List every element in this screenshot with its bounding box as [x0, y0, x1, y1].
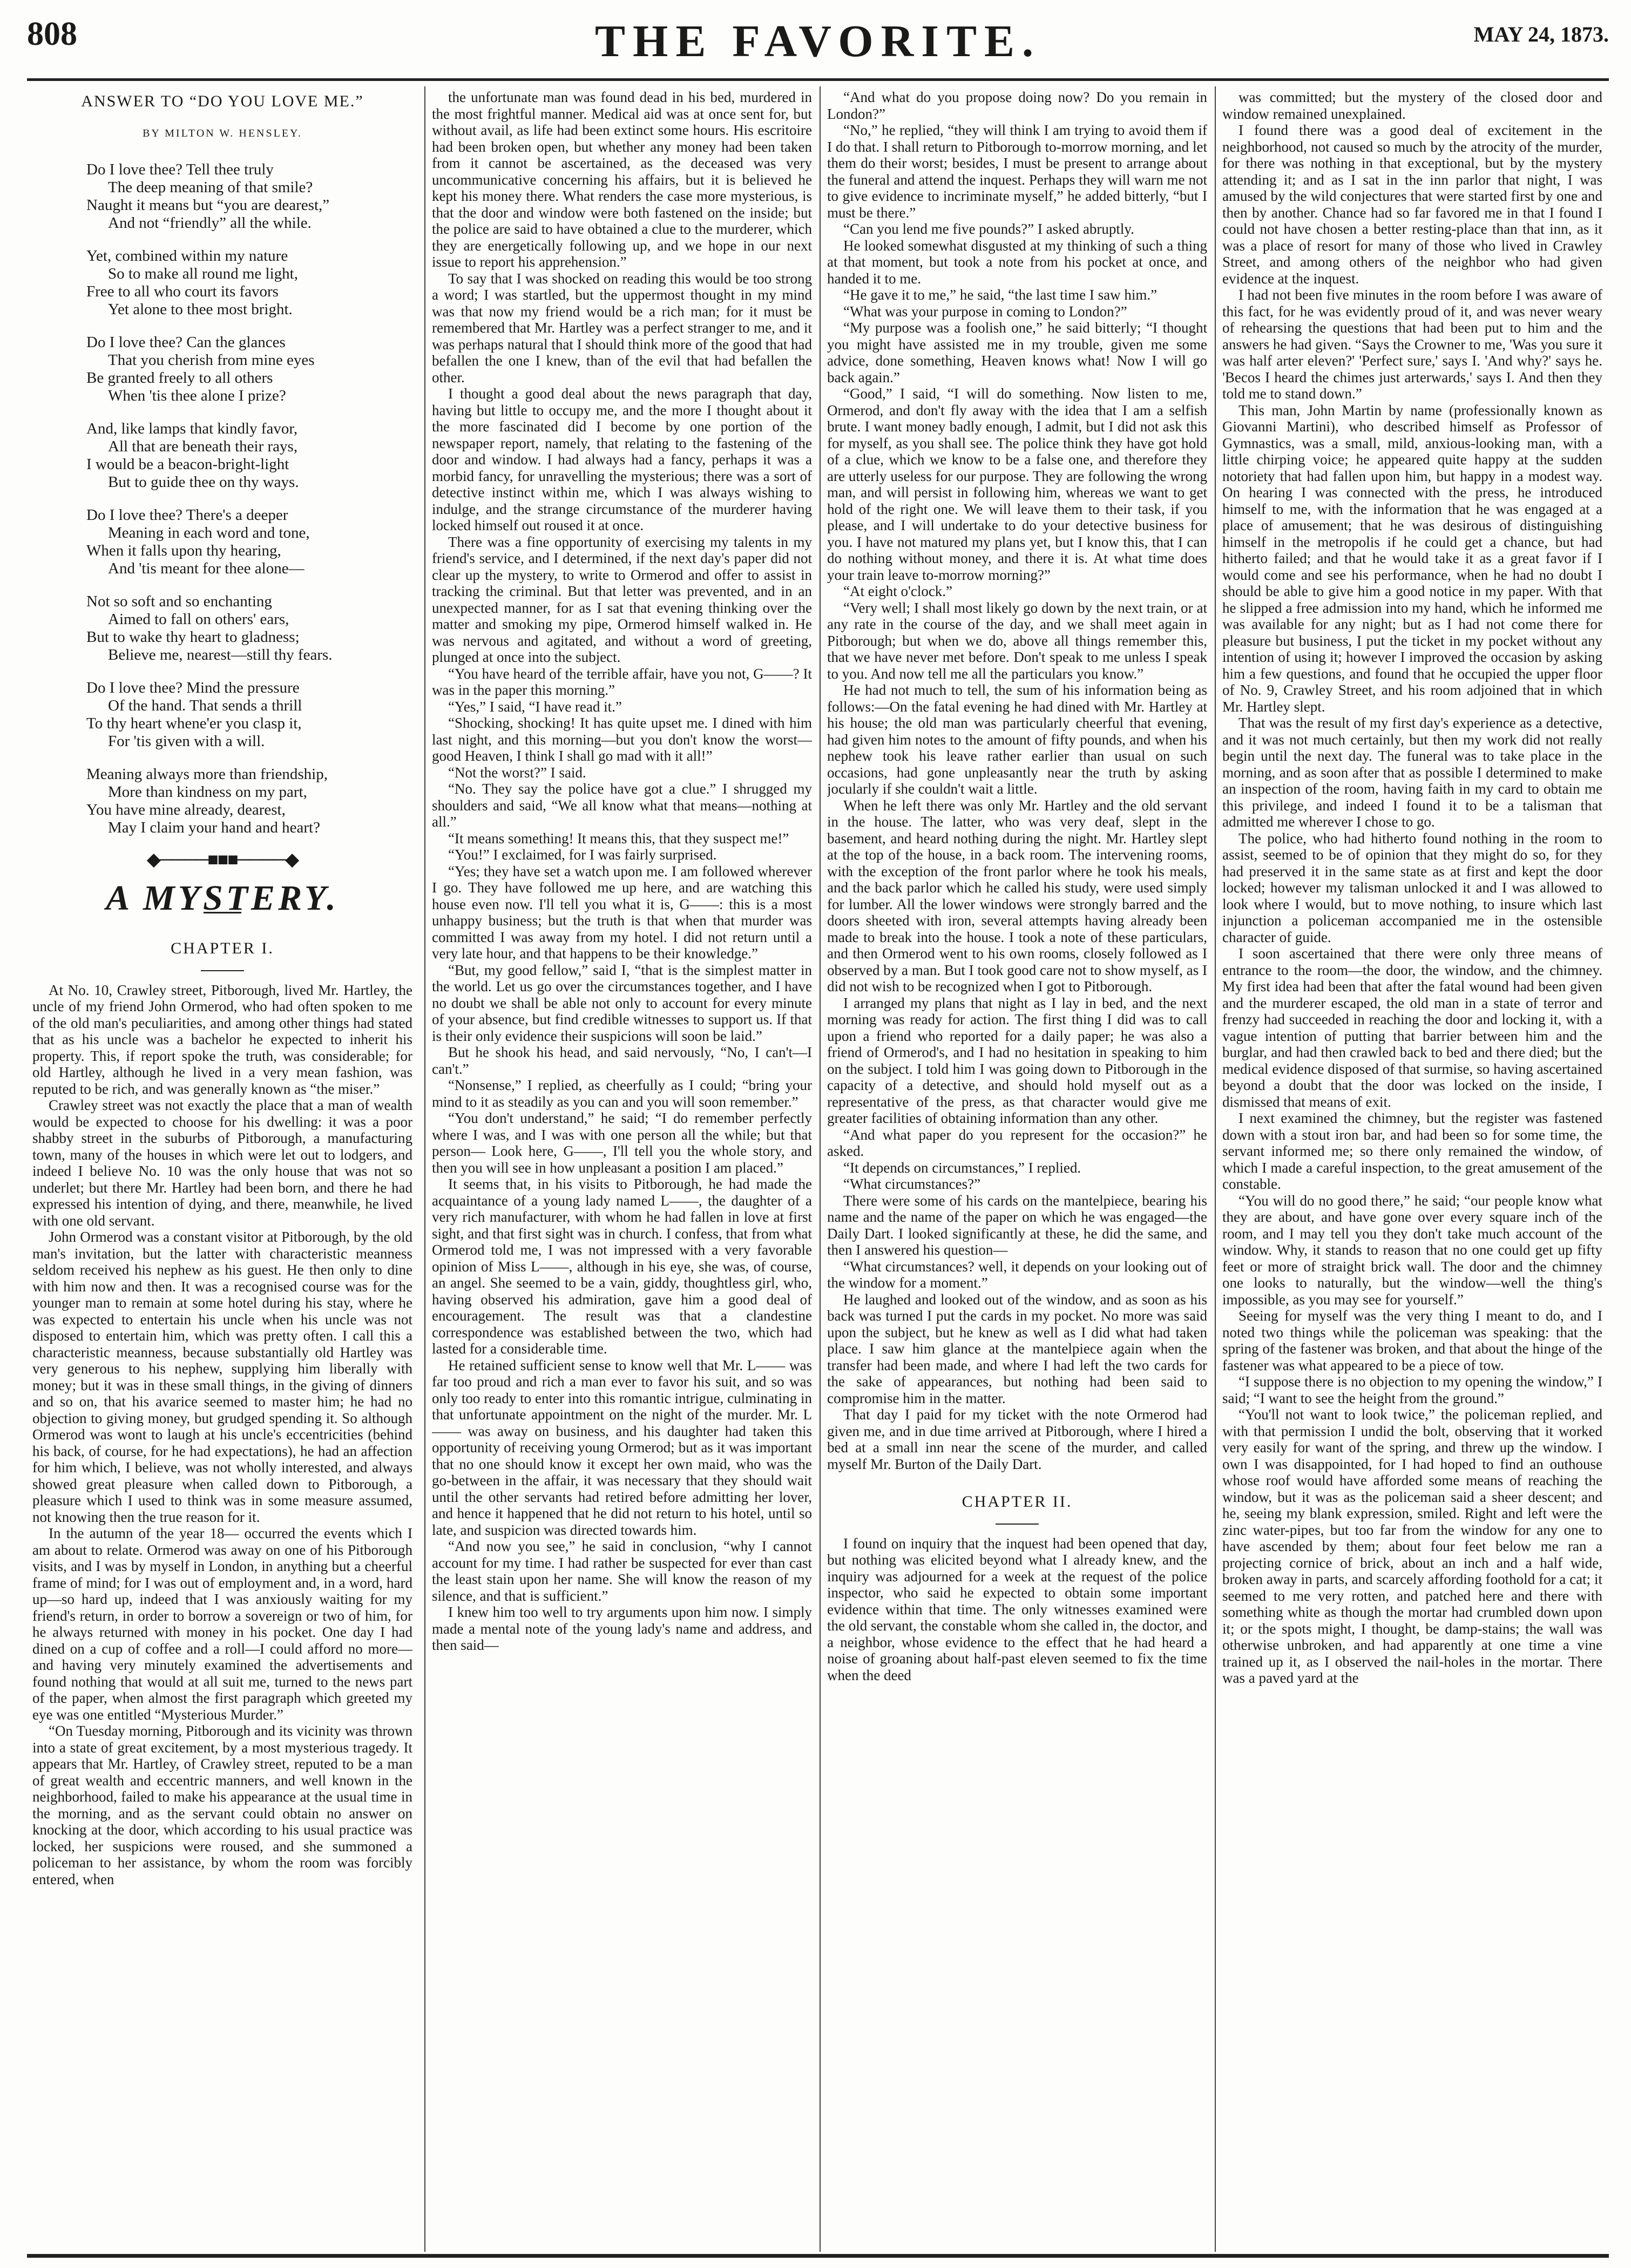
poem-byline: BY MILTON W. HENSLEY. — [143, 127, 302, 139]
poem-line: For 'tis given with a will. — [108, 733, 265, 750]
paragraph: I had not been five minutes in the room before I was aware of this fact, for he was evidently proud of it, and was never weary of rehearsing the questions that had been put to him and the answers he had given. “Says the Crowner to me, 'Was you sure it was half arter eleven?' 'Perfect sure,' says I. 'And why?' says he. 'Becos I heard the chimes just arterwards,' says I. And then they told me to stand down.” — [1222, 287, 1602, 402]
paragraph: At No. 10, Crawley street, Pitborough, lived Mr. Hartley, the uncle of my friend John Ormerod, who had often spoken to me of the old man's peculiarities, and among other things had stated that as his uncle was a bachelor he expected to inherit his property. This, if report spoke the truth, was considerable; for old Hartley, although he lived in a very mean fashion, was reputed to be rich, and was generally known as “the miser.” — [32, 981, 412, 1097]
paragraph: “And what do you propose doing now? Do you remain in London?” — [827, 89, 1207, 122]
paragraph: But he shook his head, and said nervously, “No, I can't—I can't.” — [432, 1044, 812, 1077]
paragraph: Seeing for myself was the very thing I meant to do, and I noted two things while the policeman was speaking: that the spring of the fastener was broken, and that about the hinge of the fastener was what appeared to be a piece of tow. — [1222, 1308, 1602, 1373]
paragraph: “On Tuesday morning, Pitborough and its vicinity was thrown into a state of great excitement, by a most mysterious tragedy. It appears that Mr. Hartley, of Crawley street, reputed to be a man of great wealth and eccentric manners, and well known in the neighborhood, failed to make his appearance at the usual time in the morning, and as the servant could obtain no answer on knocking at the door, which according to his usual practice was locked, her suspicions were roused, and she summoned a policeman to her assistance, by whom the room was forcibly entered, when — [32, 1723, 412, 1887]
paragraph: “It depends on circumstances,” I replied. — [843, 1159, 1081, 1176]
chapter-heading: CHAPTER II. — [962, 1493, 1073, 1511]
column-divider — [820, 86, 821, 2252]
poem-line: All that are beneath their rays, — [108, 438, 298, 455]
paragraph: “What circumstances? well, it depends on your looking out of the window for a moment.” — [827, 1258, 1207, 1291]
paragraph: “No,” he replied, “they will think I am trying to avoid them if I do that. I shall return to Pitborough to-morrow morning, and let them do their worst; besides, I must be present to arrange about the funeral and attend the inquest. Perhaps they will warn me not to give evidence to incriminate myself,” he added bitterly, “but I must be there.” — [827, 122, 1207, 221]
header-rule — [27, 78, 1609, 81]
paragraph: “At eight o'clock.” — [843, 583, 953, 599]
paragraph: “Not the worst?” I said. — [448, 764, 586, 781]
poem-line: The deep meaning of that smile? — [108, 179, 313, 196]
paragraph: Crawley street was not exactly the place that a man of wealth would be expected to choose for his dwelling: it was a poor shabby street in the suburbs of Pitborough, a manufacturing town, many of the houses in which were let out to lodgers, and indeed I believe No. 10 was the only house that was not so underlet; but there Mr. Hartley had been born, and there he had expressed his intention of dying, and there, meanwhile, he lived with one old servant. — [32, 1097, 412, 1229]
paragraph: was committed; but the mystery of the closed door and window remained unexplained. — [1222, 89, 1602, 122]
poem-line: When 'tis thee alone I prize? — [108, 387, 286, 404]
paragraph: “Nonsense,” I replied, as cheerfully as I could; “bring your mind to it as steadily as you can and you will soon remember.” — [432, 1077, 812, 1110]
chapter-heading: CHAPTER I. — [171, 939, 274, 957]
paragraph: I knew him too well to try arguments upon him now. I simply made a mental note of the young lady's name and address, and then said— — [432, 1604, 812, 1653]
story-text — [432, 89, 812, 1654]
poem-stanza — [86, 334, 412, 405]
paragraph: I thought a good deal about the news paragraph that day, having but little to occupy me, and the more I thought about it the more fascinated did I become by one portion of the newspaper report, namely, that relating to the fastening of the door and window. I had always had a fancy, perhaps it was a morbid fancy, for unravelling the mysterious; there was a sort of detective instinct within me, which I was always wishing to indulge, and the strange circumstance of the murderer having locked himself out roused it at once. — [432, 385, 812, 533]
paragraph: John Ormerod was a constant visitor at Pitborough, by the old man's invitation, but the latter with characteristic meanness seldom received his nephew as his guest. He then only to dine with him now and then. It was a recognised course was for the younger man to remain at some hotel during his stay, where he was expected to entertain his uncle when his uncle was not disposed to entertain him, which was pretty often. I call this a characteristic meanness, because substantially old Hartley was very generous to his nephew, supplying him liberally with money; but it was in these small things, in the giving of dinners and so on, that his avarice seemed to master him; he had no objection to giving money, but grudged spending it. So although Ormerod was wont to laugh at his uncle's eccentricities (behind his back, of course, for he had expectations), he had an affection for him which, I believe, was not wholly interested, and always showed great pleasure when called down to Pitborough, a pleasure which I used to think was in some measure assumed, not knowing then the true reason for it. — [32, 1229, 412, 1525]
poem-stanza — [86, 247, 412, 319]
story-title: A MYSTERY. — [106, 878, 339, 918]
paragraph: “Very well; I shall most likely go down by the next train, or at any rate in the course of the day, and we shall meet again in Pitborough; but when we do, above all things remember this, that we have never met before. Don't speak to me unless I speak to you. And now tell me all the particulars you know.” — [827, 599, 1207, 682]
story-text — [827, 1535, 1207, 1684]
story-text — [827, 89, 1207, 1472]
ornament-divider: ◆────■■■────◆ — [146, 850, 299, 870]
paragraph: He looked somewhat disgusted at my thinking of such a thing at that moment, but took a note from his pocket at once, and handed it to me. — [827, 237, 1207, 287]
poem-title: ANSWER TO “DO YOU LOVE ME.” — [81, 92, 364, 110]
column-divider — [424, 86, 425, 2252]
paragraph: I found there was a good deal of excitement in the neighborhood, not caused so much by the atrocity of the murder, for there was nothing in that exceptional, but by the mystery attending it; and as I sat in the inn parlor that night, I was amused by the wild conjectures that were started first by one and then by another. Chance had so far favored me in that I found I could not have chosen a better resting-place than that inn, as it was a place of resort for many of those who lived in Crawley Street, and among others of the neighbor who had given evidence at the inquest. — [1222, 122, 1602, 287]
paragraph: “It means something! It means this, that they suspect me!” — [448, 830, 789, 847]
poem-line: Do I love thee? Can the glances — [86, 334, 286, 351]
poem-line: Meaning in each word and tone, — [108, 524, 310, 541]
column-1 — [32, 89, 412, 2246]
footer-rule — [27, 2254, 1609, 2258]
paragraph: “My purpose was a foolish one,” he said bitterly; “I thought you might have assisted me in my trouble, given me some advice, done something, Heaven knows what! Now I will go back again.” — [827, 320, 1207, 385]
paragraph: He laughed and looked out of the window, and as soon as his back was turned I put the cards in my pocket. No more was said upon the subject, but he knew as well as I did what had taken place. I saw him glance at the mantelpiece again when the transfer had been made, and where I had left the two cards for the sake of appearances, but nothing had been said to compromise him in the matter. — [827, 1291, 1207, 1406]
poem-line: That you cherish from mine eyes — [108, 351, 315, 369]
paragraph: I next examined the chimney, but the register was fastened down with a stout iron bar, and had been so for some time, the servant informed me; so there only remained the window, of which I made a careful inspection, to the great amusement of the constable. — [1222, 1110, 1602, 1192]
paragraph: To say that I was shocked on reading this would be too strong a word; I was startled, but the uppermost thought in my mind was that now my friend would be a rich man; for it must be remembered that Mr. Hartley was a perfect stranger to me, and it was perhaps natural that I should think more of the good that had befallen the one I knew, than of the evil that had befallen the other. — [432, 270, 812, 385]
paragraph: There were some of his cards on the mantelpiece, bearing his name and the name of the paper on which he was engaged—the Daily Dart. I looked significantly at these, he did the same, and then I answered his question— — [827, 1192, 1207, 1258]
paragraph: “But, my good fellow,” said I, “that is the simplest matter in the world. Let us go over the circumstances together, and I have no doubt we shall be able not only to account for every minute of your absence, but find credible witnesses to support us. If that is their only evidence their suspicions will soon be laid.” — [432, 962, 812, 1044]
paragraph: “Shocking, shocking! It has quite upset me. I dined with him last night, and this morning—but you don't know the worst—good Heaven, I think I shall go mad with it all!” — [432, 715, 812, 764]
poem-line: Free to all who court its favors — [86, 283, 279, 300]
paragraph: “Yes; they have set a watch upon me. I am followed wherever I go. They have followed me up here, and are watching this house even now. I'll tell you what it is, G——: this is a most unhappy business; but the truth is that when that murder was committed I was away from my hotel. I did not return until a very late hour, and that happens to be their knowledge.” — [432, 863, 812, 962]
poem-line: Do I love thee? Tell thee truly — [86, 161, 274, 178]
poem-line: Be granted freely to all others — [86, 369, 273, 387]
poem-stanza — [86, 420, 412, 491]
paragraph: I arranged my plans that night as I lay in bed, and the next morning was ready for action. The first thing I did was to call upon a friend who reported for a daily paper; he was also a friend of Ormerod's, and I had no hesitation in speaking to him on the subject. I told him I was going down to Pitborough in the capacity of a detective, and should hold myself out as a representative of the press, as that character would give me greater facilities of obtaining information than any other. — [827, 994, 1207, 1126]
poem-line: Yet, combined within my nature — [86, 247, 288, 265]
paragraph: “I suppose there is no objection to my opening the window,” I said; “I want to see the height from the ground.” — [1222, 1373, 1602, 1406]
paragraph: “You'll not want to look twice,” the policeman replied, and with that permission I undid the bolt, observing that it worked very easily for want of the spring, and threw up the window. I own I was disappointed, for I had hoped to find an outhouse whose roof would have afforded some means of reaching the window, but it was as the policeman said a sheer descent; and he, seeing my blank expression, smiled. Right and left were the zinc water-pipes, but too far from the window for any one to have ascended by them; about four feet below me ran a projecting cornice of brick, about an inch and a half wide, broken away in parts, and scarcely affording foothold for a cat; it seemed to me very rotten, and patched here and there with something white as though the mortar had crumbled down upon it; or the spots might, I thought, be damp-stains; the wall was otherwise unbroken, and had apparently at one time a vine trained up it, as I observed the nail-holes in the mortar. There was a paved yard at the — [1222, 1406, 1602, 1686]
story-text — [32, 982, 412, 1888]
paragraph: “What circumstances?” — [843, 1176, 981, 1192]
paragraph: That was the result of my first day's experience as a detective, and it was not much certainly, but then my work did not really begin until the next day. The funeral was to take place in the morning, and as soon after that as possible I determined to make an inspection of the room, having faith in my card to obtain me this privilege, and indeed I found it to be a talisman that admitted me wherever I chose to go. — [1222, 715, 1602, 830]
poem-line: May I claim your hand and heart? — [108, 819, 320, 836]
paragraph: “And now you see,” he said in conclusion, “why I cannot account for my time. I had rather be suspected for ever than cast the least stain upon her name. She will know the reason of my silence, and that is sufficient.” — [432, 1538, 812, 1604]
paragraph: I found on inquiry that the inquest had been opened that day, but nothing was elicited beyond what I already knew, and the inquiry was adjourned for a week at the request of the police inspector, who said he expected to obtain some important evidence within that time. The only witnesses examined were the old servant, the constable whom she called in, the doctor, and a neighbor, whose evidence to the effect that he had heard a noise of groaning about half-past eleven seemed to fix the time when the deed — [827, 1535, 1207, 1683]
paragraph: There was a fine opportunity of exercising my talents in my friend's service, and I determined, if the next day's paper did not clear up the mystery, to write to Ormerod and offer to assist in tracking the criminal. But that letter was prevented, and in an unexpected manner, for as I sat that evening thinking over the matter and smoking my pipe, Ormerod himself walked in. He was nervous and agitated, and without a word of greeting, plunged at once into the subject. — [432, 533, 812, 665]
poem-line: But to guide thee on thy ways. — [108, 473, 299, 491]
newspaper-title: THE FAVORITE. — [594, 16, 1041, 66]
poem-line: But to wake thy heart to gladness; — [86, 628, 300, 646]
poem-stanza — [86, 506, 412, 578]
poem-line: And, like lamps that kindly favor, — [86, 420, 298, 437]
poem-line: When it falls upon thy hearing, — [86, 542, 281, 559]
paragraph: In the autumn of the year 18— occurred the events which I am about to relate. Ormerod was away on one of his Pitborough visits, and I was by myself in London, in anything but a cheerful frame of mind; for I was out of employment and, in a word, hard up—so hard up, indeed that I was anxiously waiting for my friend's return, in order to borrow a sovereign or two of him, for he always returned with money in his pocket. One day I had dined on a cup of coffee and a roll—I could afford no more—and having very minutely examined the advertisements and found nothing that would at all suit me, turned to the news part of the paper, when almost the first paragraph which greeted my eye was one entitled “Mysterious Murder.” — [32, 1525, 412, 1723]
poem-line: Naught it means but “you are dearest,” — [86, 197, 330, 214]
issue-date: MAY 24, 1873. — [1473, 22, 1609, 46]
poem-line: Do I love thee? Mind the pressure — [86, 679, 300, 696]
poem-line: And 'tis meant for thee alone— — [108, 560, 304, 577]
paragraph: He had not much to tell, the sum of his information being as follows:—On the fatal evening he had dined with Mr. Hartley at his house; the old man was particularly cheerful that evening, had given him notes to the amount of fifty pounds, and when his nephew took his leave rather earlier than usual on such occasions, had gone unpleasantly near the truth by asking jocularly if she couldn't wait a little. — [827, 682, 1207, 797]
chapter-rule — [201, 970, 244, 971]
poem-body — [32, 161, 412, 837]
paragraph: It seems that, in his visits to Pitborough, he had made the acquaintance of a young lady named L——, the daughter of a very rich manufacturer, with whom he had fallen in love at first sight, and that first sight was in church. I confess, that from what Ormerod told me, I was not impressed with a very favorable opinion of Miss L——, although in his eye, she was, of course, an angel. She seemed to be a vain, giddy, thoughtless girl, who, having observed his admiration, gave him a good deal of encouragement. The result was that a clandestine correspondence was established between the two, which had lasted for a considerable time. — [432, 1176, 812, 1357]
poem-line: Believe me, nearest—still thy fears. — [108, 646, 333, 664]
paragraph: “Yes,” I said, “I have read it.” — [448, 698, 622, 715]
paragraph: “You have heard of the terrible affair, have you not, G——? It was in the paper this morning.” — [432, 665, 812, 698]
page-number: 808 — [27, 16, 77, 52]
poem-line: I would be a beacon-bright-light — [86, 456, 289, 473]
masthead — [27, 15, 1609, 80]
poem-line: Of the hand. That sends a thrill — [108, 697, 302, 714]
chapter-rule — [996, 1524, 1039, 1525]
poem-line: So to make all round me light, — [108, 265, 298, 282]
poem-line: You have mine already, dearest, — [86, 801, 286, 818]
poem-stanza — [86, 679, 412, 750]
poem-stanza — [86, 766, 412, 837]
poem-line: More than kindness on my part, — [108, 783, 307, 801]
paragraph: “He gave it to me,” he said, “the last time I saw him.” — [843, 287, 1158, 303]
poem-line: Yet alone to thee most bright. — [108, 301, 293, 318]
column-divider — [1215, 86, 1216, 2252]
story-text — [1222, 89, 1602, 1687]
poem-line: And not “friendly” all the while. — [108, 214, 312, 232]
paragraph: I soon ascertained that there were only three means of entrance to the room—the door, the window, and the chimney. My first idea had been that after the fatal wound had been given and the murderer escaped, the old man in a state of terror and frenzy had succeeded in reaching the door and locking it, with a vague intention of putting that barrier between him and the burglar, and had then crawled back to bed and there died; but the medical evidence disposed of that surmise, so having ascertained beyond a doubt that the door was locked on the inside, I dismissed that means of exit. — [1222, 945, 1602, 1110]
poem-line: Not so soft and so enchanting — [86, 593, 272, 610]
poem-stanza — [86, 593, 412, 664]
poem-line: To thy heart whene'er you clasp it, — [86, 715, 302, 732]
paragraph: “No. They say the police have got a clue.” I shrugged my shoulders and said, “We all know what that means—nothing at all.” — [432, 781, 812, 830]
poem-line: Do I love thee? There's a deeper — [86, 506, 288, 524]
paragraph: “You will do no good there,” he said; “our people know what they are about, and have gone over every square inch of the room, and I may tell you they don't take much account of the window. Why, it stands to reason that no one could get up fifty feet or more of straight brick wall. The door and the chimney one looks to naturally, but the window—well the thing's impossible, as you may see for yourself.” — [1222, 1192, 1602, 1308]
poem-line: Meaning always more than friendship, — [86, 766, 328, 783]
paragraph: “What was your purpose in coming to London?” — [843, 303, 1127, 320]
paragraph: “Can you lend me five pounds?” I asked abruptly. — [843, 221, 1134, 237]
paragraph: “You!” I exclaimed, for I was fairly surprised. — [448, 847, 717, 863]
paragraph: When he left there was only Mr. Hartley and the old servant in the house. The latter, who was very deaf, slept in the basement, and heard nothing during the night. Mr. Hartley slept at the top of the house, in a back room. The intervening rooms, with the exception of the front parlor where he took his meals, and the back parlor which he called his study, were used simply for lumber. All the lower windows were strongly barred and the doors sheeted with iron, several attempts having already been made to break into the house. I took a note of these particulars, and then Ormerod went to his own rooms, closely followed as I observed by a man. But I took good care not to show myself, as I did not wish to be recognized when I got to Pitborough. — [827, 797, 1207, 994]
column-4 — [1222, 89, 1602, 2246]
paragraph: That day I paid for my ticket with the note Ormerod had given me, and in due time arrived at Pitborough, where I hired a bed at a small inn near the scene of the murder, and called myself Mr. Burton of the Daily Dart. — [827, 1406, 1207, 1472]
paragraph: This man, John Martin by name (professionally known as Giovanni Martini), who described himself as Professor of Gymnastics, was a small, mild, anxious-looking man, with a little chirping voice; he appeared quite happy at the sudden notoriety that had fallen upon him, but happy in a modest way. On hearing I was connected with the press, he introduced himself to me, with the information that he was engaged at a place of amusement; that he was desirous of distinguishing himself in the metropolis if he could get a chance, but had hitherto failed; and that he would take it as a great favor if I would come and see his performance, when he had no doubt I should be able to give him a good notice in my paper. With that he slipped a free admission into my hand, which he informed me was available for any night; but as I had not come there for pleasure but business, I put the ticket in my pocket without any intention of using it; however I improved the occasion by asking him a few questions, and found that he occupied the upper floor of No. 9, Crawley Street, and his room adjoined that in which Mr. Hartley slept. — [1222, 402, 1602, 715]
paragraph: The police, who had hitherto found nothing in the room to assist, seemed to be of opinion that they might do so, for they had preserved it in the same state as at first and kept the door locked; however my talisman unlocked it and I was allowed to look where I would, but to move nothing, to insure which last injunction a policeman accompanied me in the ostensible character of guide. — [1222, 830, 1602, 945]
paragraph: “And what paper do you represent for the occasion?” he asked. — [827, 1126, 1207, 1159]
paragraph: He retained sufficient sense to know well that Mr. L—— was far too proud and rich a man ever to favor his suit, and so was only too ready to enter into this romantic intrigue, culminating in that unfortunate appointment on the night of the murder. Mr. L—— was away on business, and his daughter had taken this opportunity of receiving young Ormerod; but as it was important that no one should know it except her own maid, who was the go-between in the affair, it was necessary that they should wait until the other servants had retired before admitting her lover, and hence it happened that he did not return to his hotel, until so late, and suspicion was directed towards him. — [432, 1357, 812, 1538]
poem-line: Aimed to fall on others' ears, — [108, 611, 289, 628]
paragraph: “You don't understand,” he said; “I do remember perfectly where I was, and I was with one person all the while; but that person— Look here, G——, I'll tell you the whole story, and then you will see in how unpleasant a position I am placed.” — [432, 1110, 812, 1176]
column-2 — [432, 89, 812, 2246]
column-3 — [827, 89, 1207, 2246]
paragraph: the unfortunate man was found dead in his bed, murdered in the most frightful manner. Medical aid was at once sent for, but without avail, as life had been extinct some hours. His escritoire had been broken open, but whether any money had been taken from it cannot be ascertained, as the deceased was very uncommunicative concerning his affairs, but it is believed he kept his money there. What renders the case more mysterious, is that the door and window were both fastened on the inside; but the police are said to have obtained a clue to the murderer, which they are energetically following up, and we hope in our next issue to report his apprehension.” — [432, 89, 812, 270]
poem-stanza — [86, 161, 412, 232]
paragraph: “Good,” I said, “I will do something. Now listen to me, Ormerod, and don't fly away with the idea that I am a selfish brute. I want money badly enough, I admit, but I did not ask this for myself, as you shall see. The police think they have got hold of a clue, which we know to be a false one, and therefore they are utterly useless for our purpose. They are following the wrong man, and will persist in following him, whereas we want to get hold of the right one. We will leave them to their task, if you please, and I will undertake to do your detective business for you. I have not matured my plans yet, but I know this, that I can do nothing without money, and there it is. At what time does your train leave to-morrow morning?” — [827, 385, 1207, 583]
